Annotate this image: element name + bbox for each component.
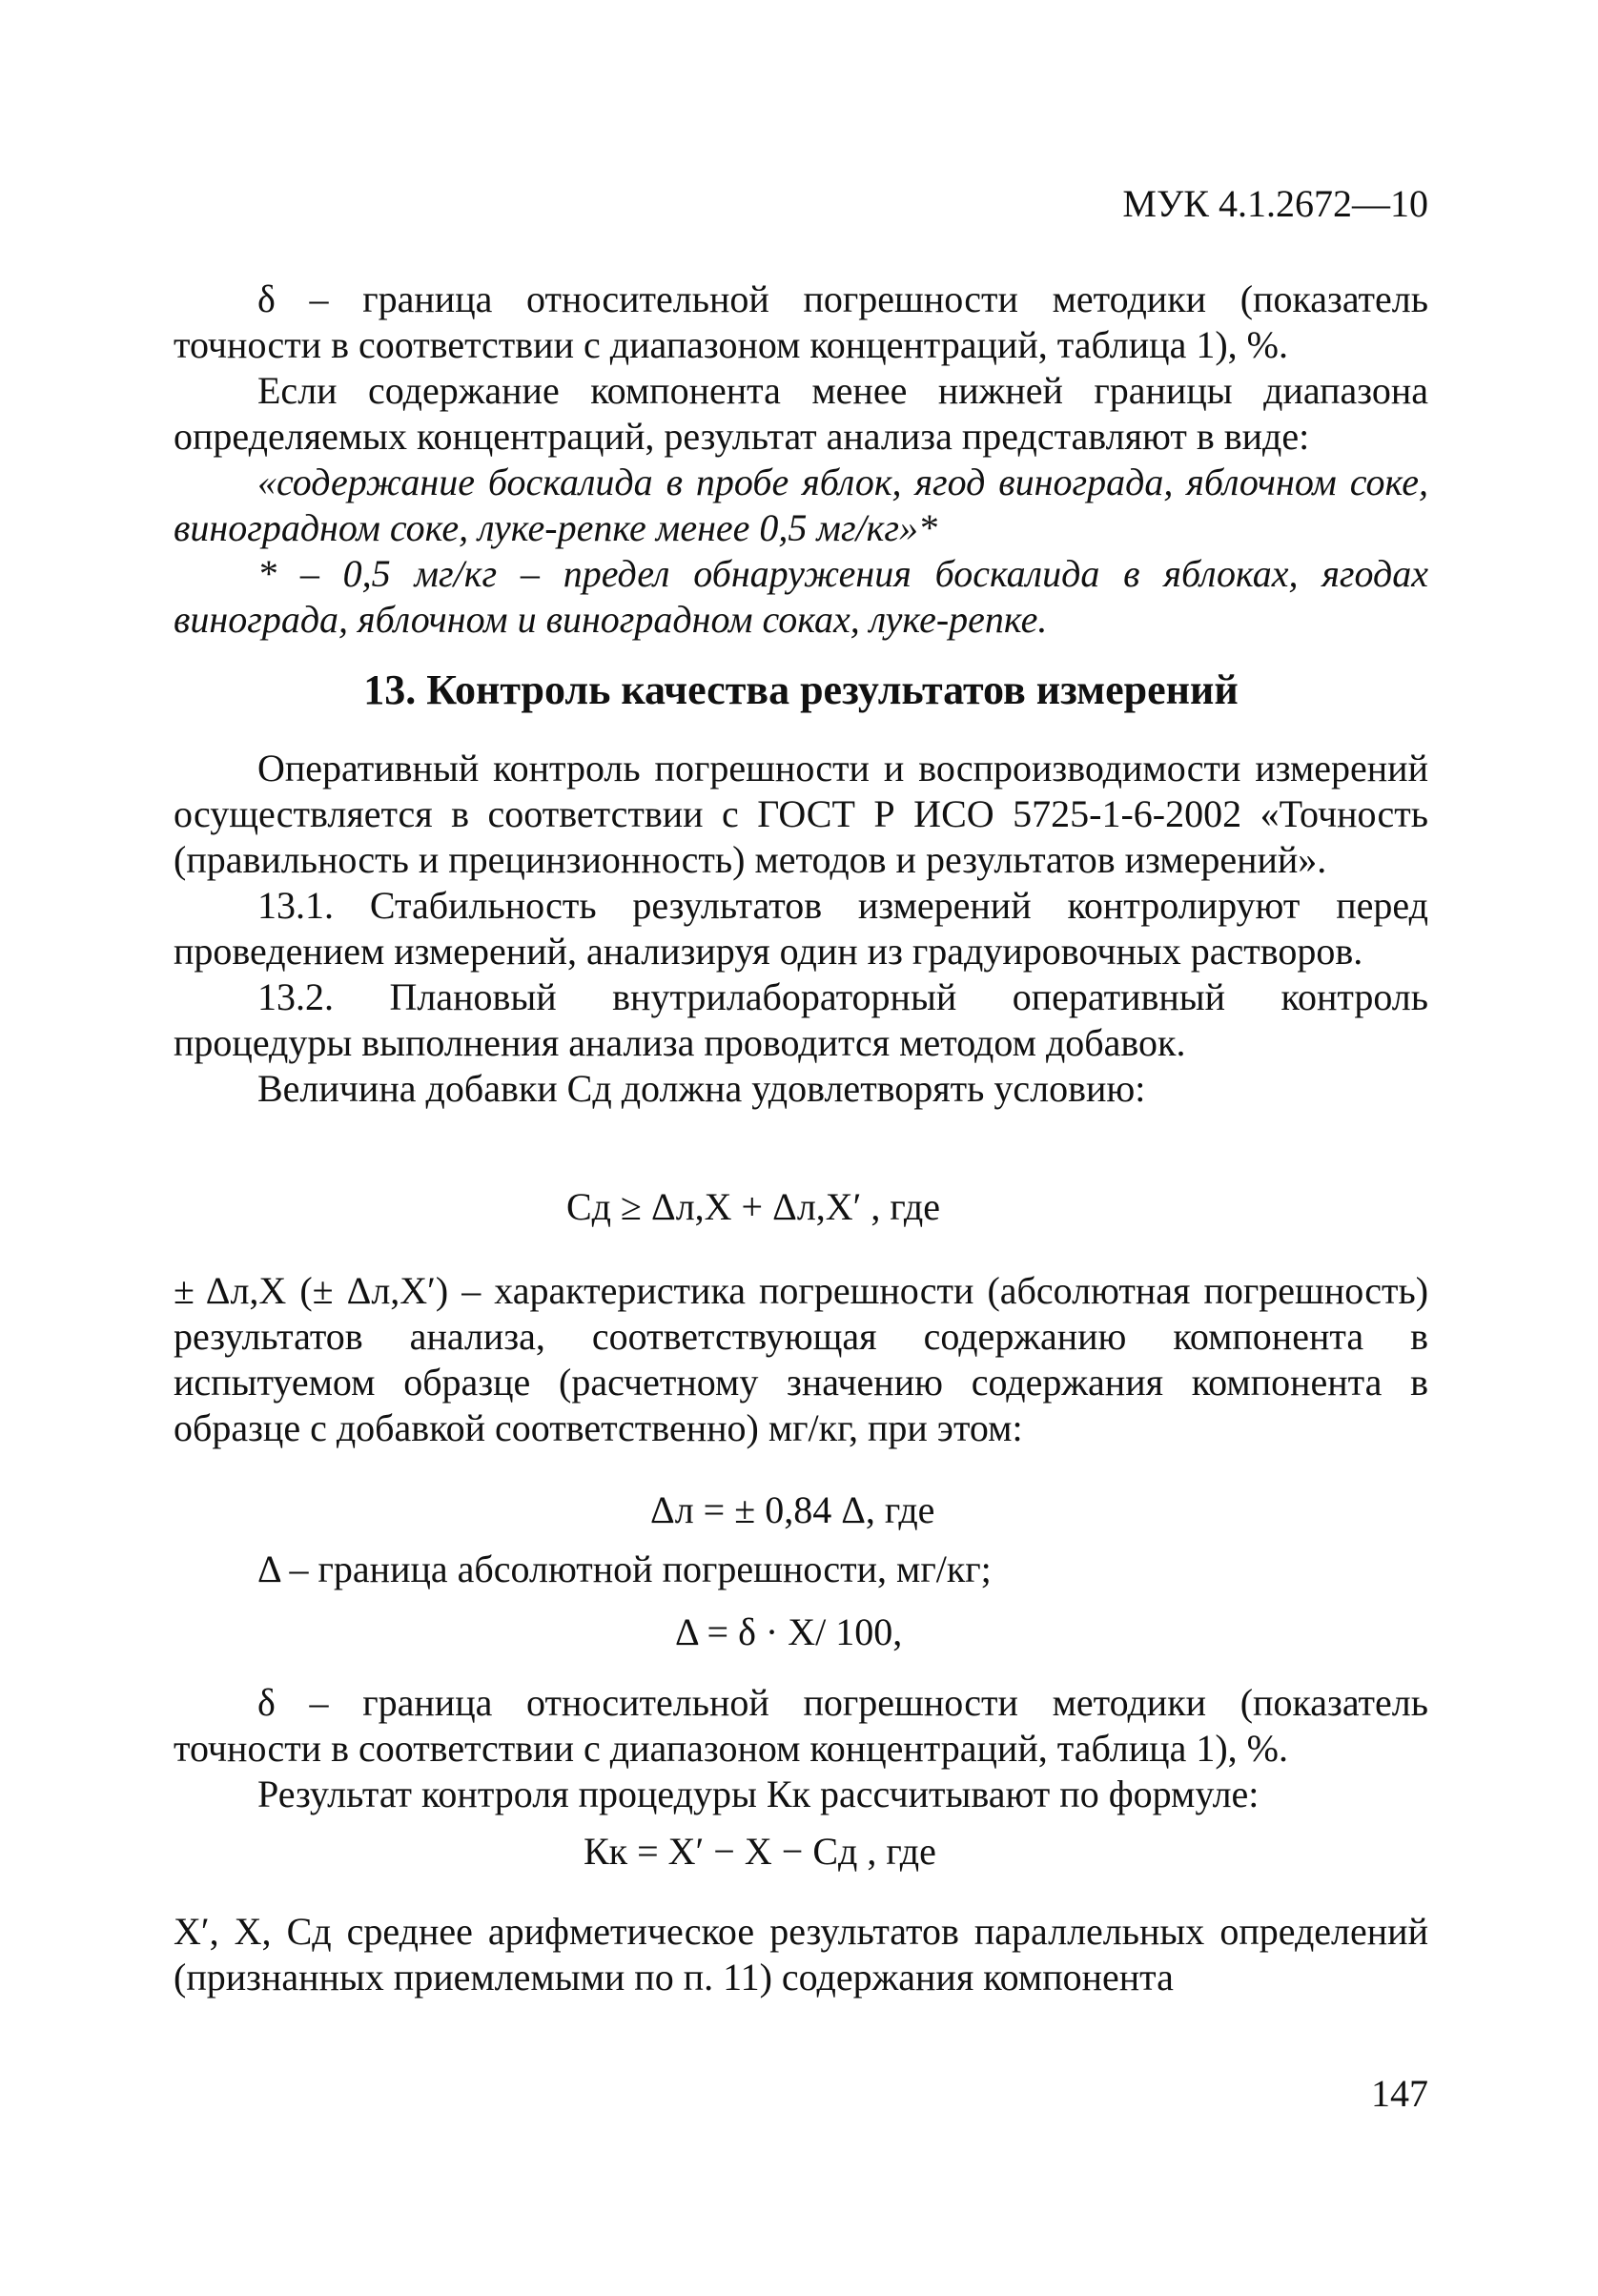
control-result-paragraph: Результат контроля процедуры Кк рассчитывают по формуле: (257, 1773, 1260, 1815)
delta-line-block (174, 1547, 1428, 1592)
delta-definition: δ – граница относительной погрешности методики (показатель точности в соответствии с диапазоном концентраций, таблица 1), %. (174, 277, 1428, 366)
characteristic-paragraph (174, 1268, 1428, 1451)
formula-delta-l: Δл = ± 0,84 Δ, где (650, 1488, 935, 1531)
paragraph-13-2: 13.2. Плановый внутрилабораторный оперативный контроль процедуры выполнения анализа проводится методом добавок. (174, 975, 1428, 1064)
additive-condition: Величина добавки Сд должна удовлетворять условию: (257, 1067, 1146, 1110)
gost-paragraph: Оперативный контроль погрешности и воспроизводимости измерений осуществляется в соответствии с ГОСТ Р ИСО 5725-1-6-2002 «Точность (правильность и прецинзионность) методов и результатов измерений». (174, 747, 1428, 881)
document-code: МУК 4.1.2672—10 (1122, 182, 1428, 225)
bottom-text (174, 1680, 1428, 1817)
formula-additive: Сд ≥ Δл,X + Δл,X′ , где (566, 1185, 940, 1228)
footnote: * – 0,5 мг/кг – предел обнаружения боскалида в яблоках, ягодах винограда, яблочном и виноградном соках, луке-репке. (174, 552, 1428, 641)
formula-kk: Кк = X′ − X − Сд , где (584, 1830, 936, 1873)
delta-line: Δ – граница абсолютной погрешности, мг/кг; (257, 1548, 992, 1590)
top-text (174, 277, 1428, 643)
section-heading: 13. Контроль качества результатов измерений (363, 666, 1239, 713)
characteristic-block (174, 1268, 1428, 1451)
result-format: «содержание боскалида в пробе яблок, ягод винограда, яблочном соке, виноградном соке, луке-репке менее 0,5 мг/кг»* (174, 461, 1428, 549)
characteristic-lead: ± Δл,X (± Δл,X′) (174, 1269, 449, 1312)
delta-definition-repeat: δ – граница относительной погрешности методики (показатель точности в соответствии с диапазоном концентраций, таблица 1), %. (174, 1681, 1428, 1770)
mean-definition: X′, X, Сд среднее арифметическое результатов параллельных определений (признанных приемлемыми по п. 11) содержания компонента (174, 1910, 1428, 1999)
section-text (174, 746, 1428, 1112)
page-number: 147 (1371, 2072, 1428, 2115)
final-text (174, 1909, 1428, 2000)
paragraph-13-1: 13.1. Стабильность результатов измерений контролируют перед проведением измерений, анализируя один из градуировочных растворов. (174, 884, 1428, 973)
formula-delta: Δ = δ · Х/ 100, (675, 1610, 903, 1653)
characteristic-text: – характеристика погрешности (абсолютная погрешность) результатов анализа, соответствующая содержанию компонента в испытуемом образце (расчетному значению содержания компонента в образце с добавкой соответственно) мг/кг, при этом: (174, 1269, 1429, 1449)
lower-limit-paragraph: Если содержание компонента менее нижней границы диапазона определяемых концентраций, результат анализа представляют в виде: (174, 369, 1428, 458)
